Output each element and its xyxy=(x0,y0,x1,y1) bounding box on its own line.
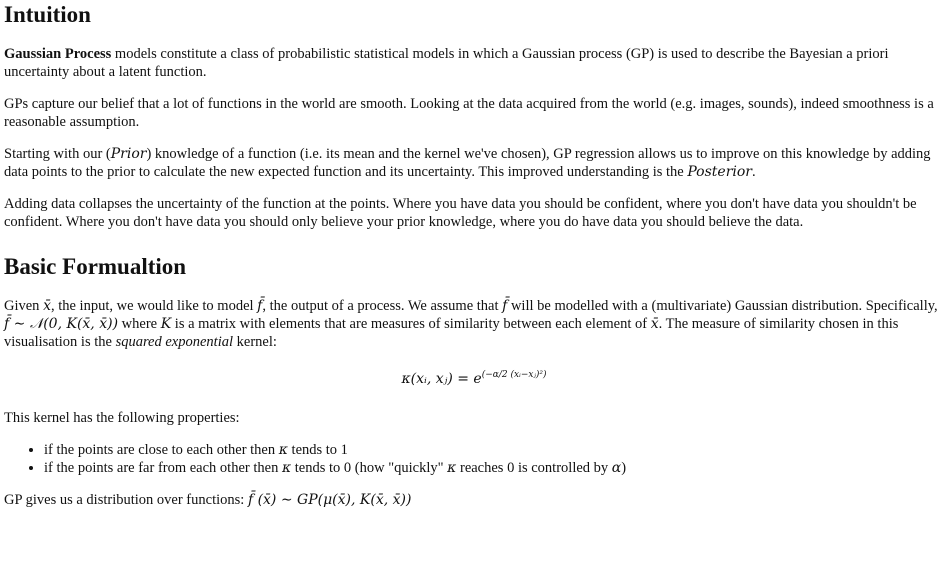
kernel-formula xyxy=(4,365,944,389)
b-p1-d: will be modelled with a (multivariate) Gaussian distribution. Specifically, xyxy=(507,298,938,314)
kappa-symbol: κ xyxy=(278,442,288,458)
b-p1-c: , the output of a process. We assume that xyxy=(262,298,503,314)
bullet-1-a: if the points are close to each other then xyxy=(44,442,279,458)
kernel-properties-intro: This kernel has the following properties: xyxy=(4,410,240,426)
distribution-formula: f̄ ∼ 𝒩(0, K(x̄, x̄)) xyxy=(4,316,119,332)
squared-exponential-term: squared exponential xyxy=(115,334,234,350)
kernel-properties-list xyxy=(4,441,944,477)
heading-intuition: Intuition xyxy=(4,2,91,27)
bullet-2-close: ) xyxy=(621,460,627,476)
b-p1-h: kernel: xyxy=(233,334,277,350)
intuition-paragraph-3 xyxy=(4,145,944,181)
intuition-p1-text: models constitute a class of probabilistic statistical models in which a Gaussian process (GP) is used to describe the Bayesian a priori uncertainty about a latent function. xyxy=(4,46,889,80)
kappa-symbol-3: κ xyxy=(447,460,457,476)
kappa-symbol-2: κ xyxy=(281,460,292,476)
gp-distribution-line xyxy=(4,491,944,509)
list-item xyxy=(44,459,944,477)
b-p1-a: Given xyxy=(4,298,44,314)
p3-mid: ) knowledge of a function (i.e. its mean and the kernel we've chosen), GP regression allows us to improve on this knowledge by adding data points to the prior to calculate the new expected function and its uncertainty. This improved understanding is the xyxy=(4,146,931,180)
list-item xyxy=(44,441,944,459)
bullet-2-d: reaches 0 is controlled by xyxy=(456,460,612,476)
posterior-term: Posterior xyxy=(687,164,752,180)
p3-end: . xyxy=(752,164,756,180)
bullet-1-b: tends to 1 xyxy=(287,442,348,458)
p3-pre: Starting with our ( xyxy=(4,146,111,162)
f-bar-symbol: f̄ xyxy=(257,298,263,314)
intuition-paragraph-1 xyxy=(4,45,944,81)
gp-text: GP gives us a distribution over functions: xyxy=(4,492,248,508)
x-bar-symbol: x̄ xyxy=(43,298,51,314)
kernel-formula-exponent: (−α/2 (xᵢ−xⱼ)²) xyxy=(481,370,547,380)
b-p1-g: . The measure of similarity chosen in this visualisation is the xyxy=(4,316,899,350)
prior-term: Prior xyxy=(110,146,147,162)
alpha-symbol: α xyxy=(611,460,622,476)
b-p1-f: is a matrix with elements that are measures of similarity between each element of xyxy=(171,316,651,332)
bullet-2-b: tends to 0 (how "quickly" xyxy=(291,460,448,476)
k-symbol: K xyxy=(160,316,172,332)
intuition-paragraph-4: Adding data collapses the uncertainty of the function at the points. Where you have data you should be confident, where you don't have data you shouldn't be confident. Where you don't have data you should only believe your prior knowledge, where you do have data you should believe the data. xyxy=(4,196,917,230)
b-p1-e: where xyxy=(118,316,161,332)
intuition-paragraph-2: GPs capture our belief that a lot of functions in the world are smooth. Looking at the data acquired from the world (e.g. images, sounds), indeed smoothness is a reasonable assumption. xyxy=(4,96,934,130)
bullet-2-a: if the points are far from each other then xyxy=(44,460,282,476)
gaussian-process-term: Gaussian Process xyxy=(4,46,112,62)
f-bar-symbol-2: f̄ xyxy=(502,298,508,314)
b-p1-b: , the input, we would like to model xyxy=(50,298,258,314)
gp-formula: f̄ (x̄) ∼ GP(μ(x̄), K(x̄, x̄)) xyxy=(247,492,412,508)
kernel-formula-lhs: κ(xᵢ, xⱼ) = e xyxy=(401,371,482,387)
x-bar-symbol-2: x̄ xyxy=(650,316,659,332)
heading-basic-formulation: Basic Formualtion xyxy=(4,254,187,279)
basic-paragraph-1 xyxy=(4,297,944,351)
